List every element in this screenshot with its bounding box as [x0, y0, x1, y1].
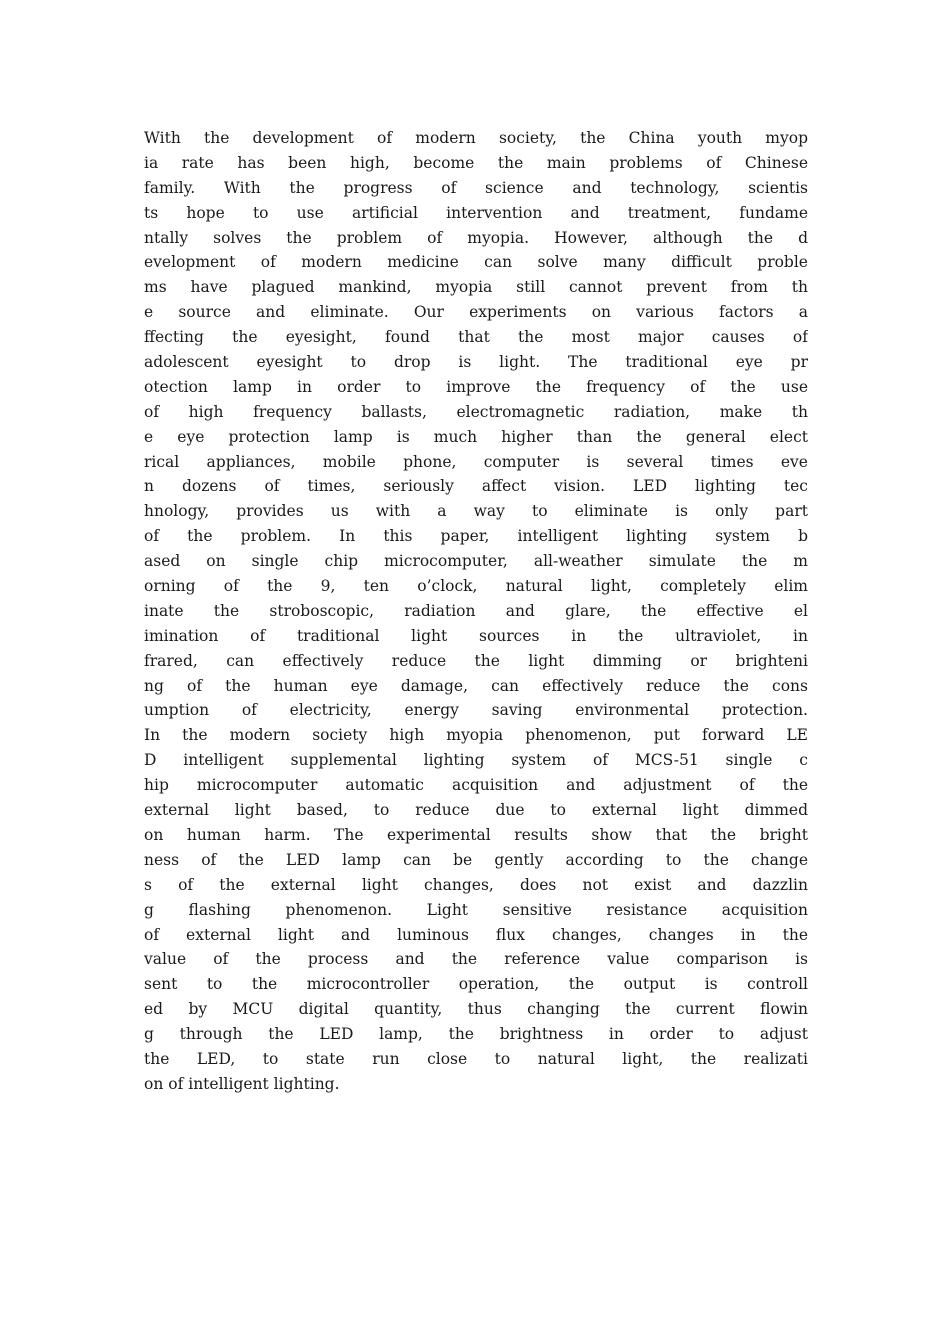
text-line: of high frequency ballasts, electromagnetic radiation, make th [144, 402, 808, 421]
text-line: rical appliances, mobile phone, computer is several times eve [144, 452, 808, 471]
text-line: n dozens of times, seriously affect vision. LED lighting tec [144, 477, 808, 496]
text-line: e source and eliminate. Our experiments on various factors a [144, 303, 808, 322]
text-line: evelopment of modern medicine can solve many difficult proble [144, 253, 808, 272]
text-line: hnology, provides us with a way to eliminate is only part [144, 502, 808, 521]
text-line: g through the LED lamp, the brightness in order to adjust [144, 1025, 808, 1044]
text-line: external light based, to reduce due to external light dimmed [144, 801, 808, 820]
text-line: hip microcomputer automatic acquisition and adjustment of the [144, 776, 808, 795]
text-line: imination of traditional light sources in the ultraviolet, in [144, 626, 808, 645]
text-line: ts hope to use artificial intervention and treatment, fundame [144, 203, 808, 222]
text-line: ms have plagued mankind, myopia still cannot prevent from th [144, 278, 808, 297]
text-line: orning of the 9, ten o’clock, natural light, completely elim [144, 577, 808, 596]
text-line: ased on single chip microcomputer, all-weather simulate the m [144, 552, 808, 571]
text-line: of the problem. In this paper, intelligent lighting system b [144, 527, 808, 546]
text-line: With the development of modern society, the China youth myop [144, 129, 808, 147]
text-line: ntally solves the problem of myopia. However, although the d [144, 228, 808, 247]
text-line: ed by MCU digital quantity, thus changing the current flowin [144, 1000, 808, 1019]
text-line: ffecting the eyesight, found that the most major causes of [144, 328, 808, 347]
text-line: family. With the progress of science and technology, scientis [144, 178, 808, 197]
text-line: e eye protection lamp is much higher than the general elect [144, 427, 808, 446]
text-line: ia rate has been high, become the main problems of Chinese [144, 153, 808, 172]
text-line: ng of the human eye damage, can effectively reduce the cons [144, 676, 808, 695]
text-line: g flashing phenomenon. Light sensitive resistance acquisition [144, 900, 808, 919]
text-line: inate the stroboscopic, radiation and glare, the effective el [144, 601, 808, 620]
text-line: ness of the LED lamp can be gently according to the change [144, 850, 808, 869]
text-line: the LED, to state run close to natural light, the realizati [144, 1049, 808, 1068]
text-line: of external light and luminous flux changes, changes in the [144, 925, 808, 944]
text-line: frared, can effectively reduce the light dimming or brighteni [144, 651, 808, 670]
text-line: adolescent eyesight to drop is light. The traditional eye pr [144, 353, 808, 372]
text-line: on of intelligent lighting. [144, 1074, 340, 1093]
text-line: D intelligent supplemental lighting system of MCS-51 single c [144, 751, 808, 770]
text-line: otection lamp in order to improve the frequency of the use [144, 377, 808, 396]
text-line: In the modern society high myopia phenomenon, put forward LE [144, 726, 808, 745]
text-line: value of the process and the reference value comparison is [144, 950, 808, 969]
text-line: umption of electricity, energy saving environmental protection. [144, 701, 808, 720]
text-line: sent to the microcontroller operation, the output is controll [144, 975, 808, 994]
text-line: s of the external light changes, does not exist and dazzlin [144, 875, 808, 894]
abstract-paragraph [144, 126, 808, 1097]
text-line: on human harm. The experimental results show that the bright [144, 825, 808, 844]
